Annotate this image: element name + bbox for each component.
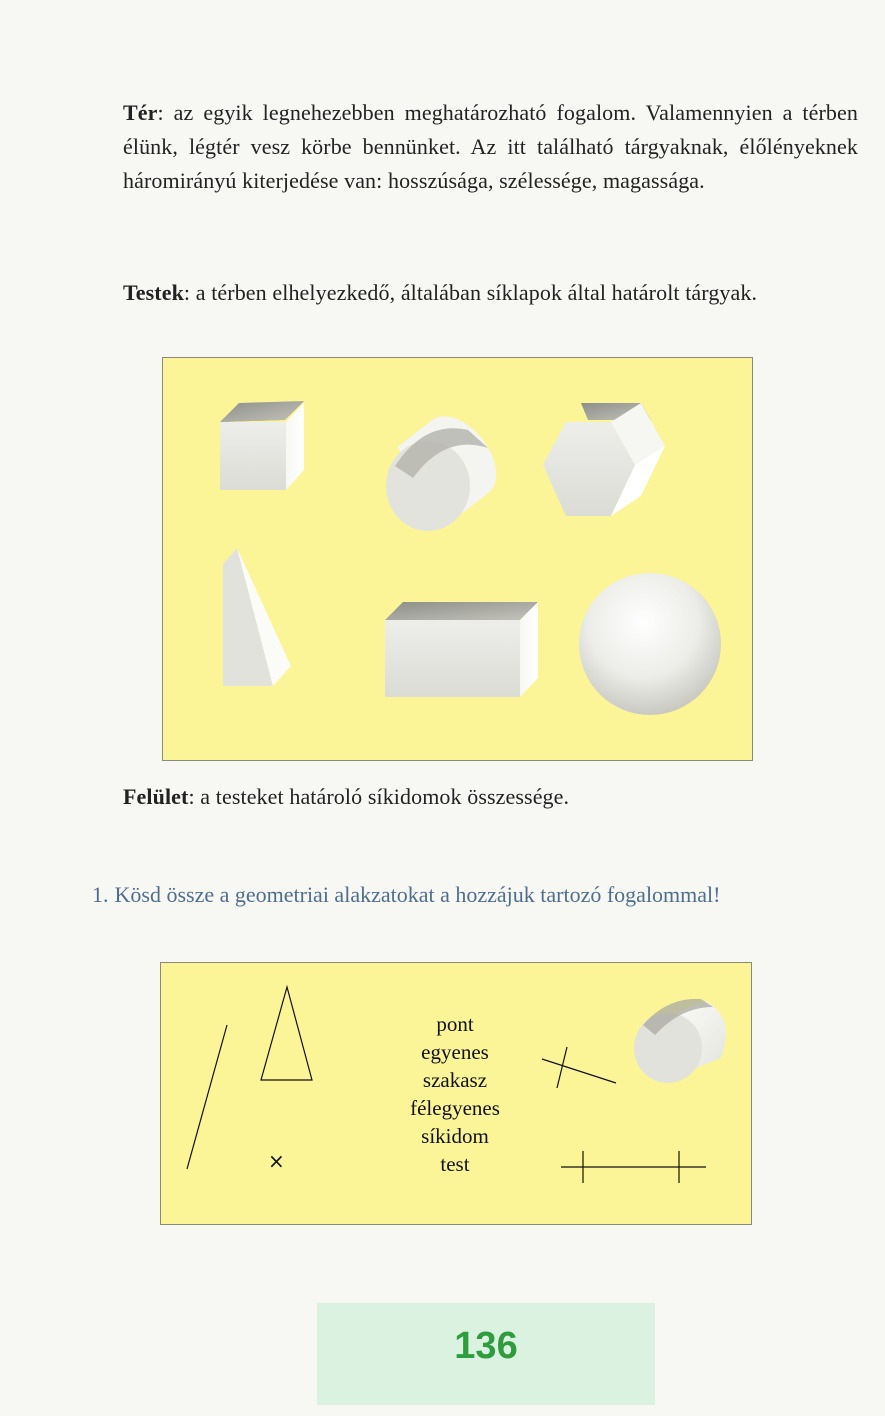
paragraph-felulet: [123, 780, 858, 814]
cylinder-solid: [386, 403, 511, 531]
definition-testek: : a térben elhelyezkedő, általában síklapok által határolt tárgyak.: [183, 280, 758, 305]
paragraph-ter: [123, 96, 858, 198]
word-felegyenes: félegyenes: [410, 1096, 500, 1120]
triangle-shape: [261, 987, 312, 1080]
paragraph-testek: [123, 276, 858, 310]
concept-word-list: [360, 1010, 550, 1178]
word-test: test: [440, 1152, 470, 1176]
exercise-1: [92, 880, 862, 910]
term-testek: Testek: [123, 280, 184, 305]
term-felulet: Felület: [123, 784, 189, 809]
definition-ter: : az egyik legnehezebben meghatározható fogalom. Valamennyien a térben élünk, légtér vesz körbe bennünket. Az itt található tárgyaknak, élőlényeknek háromirányú kiterjedése van: hosszúsága, szélessége, magassága.: [123, 100, 858, 193]
term-ter: Tér: [123, 100, 158, 125]
ray-shape: [542, 1047, 616, 1088]
exercise-instruction: Kösd össze a geometriai alakzatokat a hozzájuk tartozó fogalommal!: [114, 882, 721, 907]
word-sikidom: síkidom: [421, 1124, 489, 1148]
triangular-prism-solid: [223, 548, 291, 686]
cuboid-solid: [385, 602, 538, 697]
page-number: 136: [454, 1325, 518, 1367]
word-pont: pont: [436, 1012, 474, 1036]
hexagonal-prism-solid: [543, 403, 665, 516]
word-egyenes: egyenes: [421, 1040, 489, 1064]
cube-solid: [220, 401, 304, 490]
straight-line-shape: [187, 1025, 227, 1169]
segment-shape: [561, 1151, 706, 1183]
word-szakasz: szakasz: [422, 1068, 488, 1092]
solids-drawing: [163, 358, 754, 762]
solids-illustration: [162, 357, 753, 761]
cylinder-shape: [634, 999, 726, 1083]
point-mark: ×: [268, 1149, 285, 1173]
exercise-number: 1.: [92, 882, 109, 907]
sphere-solid: [579, 573, 721, 715]
definition-felulet: : a testeket határoló síkidomok összessége.: [188, 784, 570, 809]
page-footer: [317, 1303, 655, 1405]
